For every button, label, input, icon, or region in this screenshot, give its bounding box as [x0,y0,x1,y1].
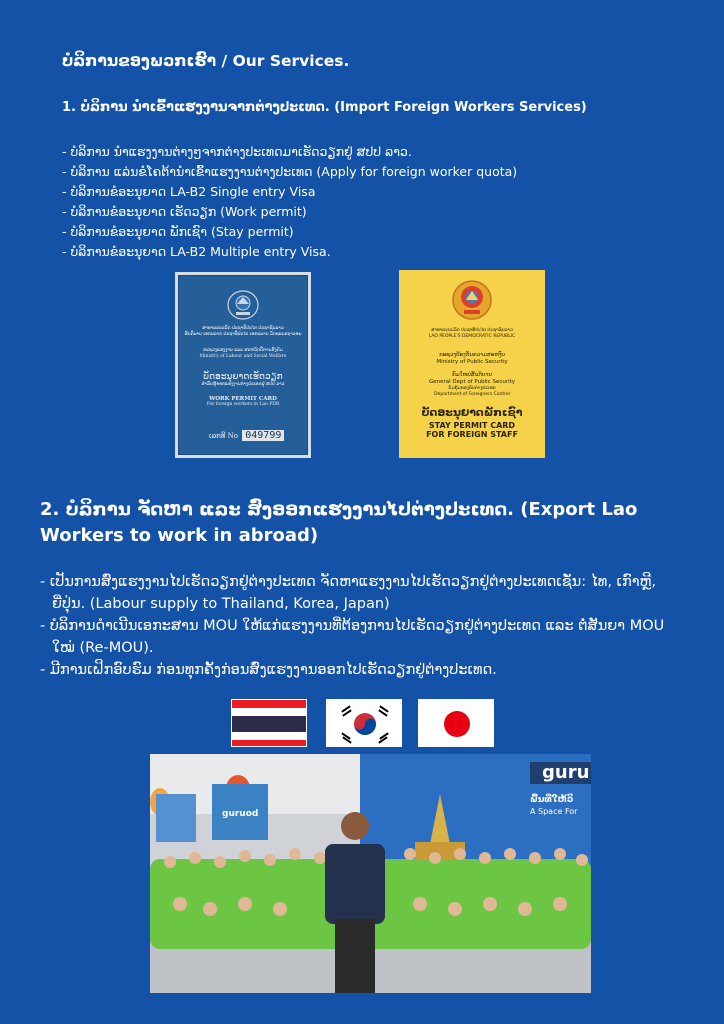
card-title-en: STAY PERMIT CARD [428,421,516,430]
card-republic-en: LAO PEOPLE'S DEMOCRATIC REPUBLIC [428,334,516,339]
list-item: - ເປັນການສົ່ງແຮງງານໄປເຮັດວຽກຢູ່ຕ່າງປະເທດ ຈັດຫາແຮງງານໄປເຮັດວຽກຢູ່ຕ່າງປະເທດເຊັ່ນ: ໄທ, ເກົາຫຼີ, ຍີ່ປຸ່ນ. (Labour supply to Thailand, Korea, Japan) [40,574,656,612]
card-motto-text: ສັນຕິພາບ ເອກະລາດ ປະຊາທິປະໄຕ ເອກະພາບ ວັດທະນະຖາວອນ [184,332,302,337]
card-dept2-en: Department of Foreigners Control [434,392,510,397]
list-item: - ບໍລິການຂໍອະນຸຍາດ ພັກເຊົາ (Stay permit) [62,224,294,239]
lao-emblem-icon [223,288,263,322]
card-title-lao: ບັດອະນຸຍາດພັກເຊົາ [421,406,523,419]
card-ministry-en: Ministry of Labour and Social Welfare [199,354,287,359]
card-number-value: 049799 [242,430,284,441]
south-korea-flag-icon [326,699,402,747]
list-item: - ບໍລິການ ແລ່ນຂໍໂຄຕ້ານຳເຂົ້າແຮງງານຕ່າງປະເທດ (Apply for foreign worker quota) [62,164,518,179]
card-ministry-en: Ministry of Public Security [436,359,508,365]
card-republic-text: ສາທາລະນະລັດ ປະຊາທິປະໄຕ ປະຊາຊົນລາວ [431,328,513,333]
card-title-lao: ບັດອະນຸຍາດເຮັດວຽກ [203,372,283,382]
card-ministry-lao: ກະຊວງປ້ອງກັນຄວາມສະຫງົບ [439,352,505,358]
sign-brand-text: guru [542,762,590,783]
list-item: - ບໍລິການຂໍອະນຸຍາດ LA-B2 Single entry Visa [62,184,316,199]
workers-training-photo [150,754,591,993]
work-permit-card [175,272,311,458]
services-heading: ບໍລິການຂອງພວກເຮົາ / Our Services. [62,52,350,70]
card-title-en-2: FOR FOREIGN STAFF [426,430,518,439]
sign-right-text: ພື້ນທີ່ໃຫ້ວິ [530,795,574,805]
card-ministry-lao: ກະຊວງແຮງງານ ແລະ ສະຫວັດດີການສັງຄົມ [203,348,283,353]
list-item: - ບໍລິການຂໍອະນຸຍາດ LA-B2 Multiple entry Visa. [62,244,331,259]
list-item: - ມີການເຝິກອົບຮົມ ກ່ອນທຸກຄັ້ງກ່ອນສົ່ງແຮງງານອອກໄປເຮັດວຽກຢູ່ຕ່າງປະເທດ. [40,662,497,678]
sign-left-text: guruod [222,809,259,819]
card-title-en: WORK PERMIT CARD [209,396,277,402]
card-number-row [209,430,284,441]
sign-tagline-text: A Space For [530,807,578,816]
section1-title: 1. ບໍລິການ ນຳເຂົ້າແຮງງານຈາກຕ່າງປະເທດ. (Import Foreign Workers Services) [62,100,587,115]
list-item: - ບໍລິການດຳເນີນເອກະສານ MOU ໃຫ້ແກ່ແຮງງານທີ່ຕ້ອງການໄປເຮັດວຽກຢູ່ຕ່າງປະເທດ ແລະ ຕໍ່ສັນຍາ MOU ໃໝ່ (Re-MOU). [40,618,665,656]
list-item: - ບໍລິການ ນຳແຮງງານຕ່າງໆຈາກຕ່າງປະເທດມາເຮັດວຽກຢູ່ ສປປ ລາວ. [62,144,412,159]
card-dept2-lao: ກົມຄຸ້ມຄອງຄົນຕ່າງປະເທດ [448,386,496,391]
stay-permit-card [399,270,545,458]
thailand-flag-icon [231,699,307,747]
card-dept-en: General Dept of Public Security [428,379,516,385]
section1-list [62,142,517,262]
card-subtitle-lao: ສຳລັບຜູ້ອອກແຮງງານຕ່າງປະເທດຢູ່ ສປປ ລາວ [201,382,285,387]
section2-list [40,571,690,681]
card-republic-text: ສາທາລະນະລັດ ປະຊາທິປະໄຕ ປະຊາຊົນລາວ [202,326,284,331]
lao-emblem-icon [450,278,494,322]
section2-title: 2. ບໍລິການ ຈັດຫາ ແລະ ສົ່ງອອກແຮງງານໄປຕ່າງປະເທດ. (Export Lao Workers to work in abroad) [40,499,638,546]
card-subtitle-en: For foreign workers in Lao PDR [206,402,280,407]
list-item: - ບໍລິການຂໍອະນຸຍາດ ເຮັດວຽກ (Work permit) [62,204,307,219]
japan-flag-icon [418,699,494,747]
card-number-label: ເລກທີ No [209,432,239,440]
card-dept-lao: ກົມໃຫຍ່ສັນຕິບານ [452,372,492,378]
